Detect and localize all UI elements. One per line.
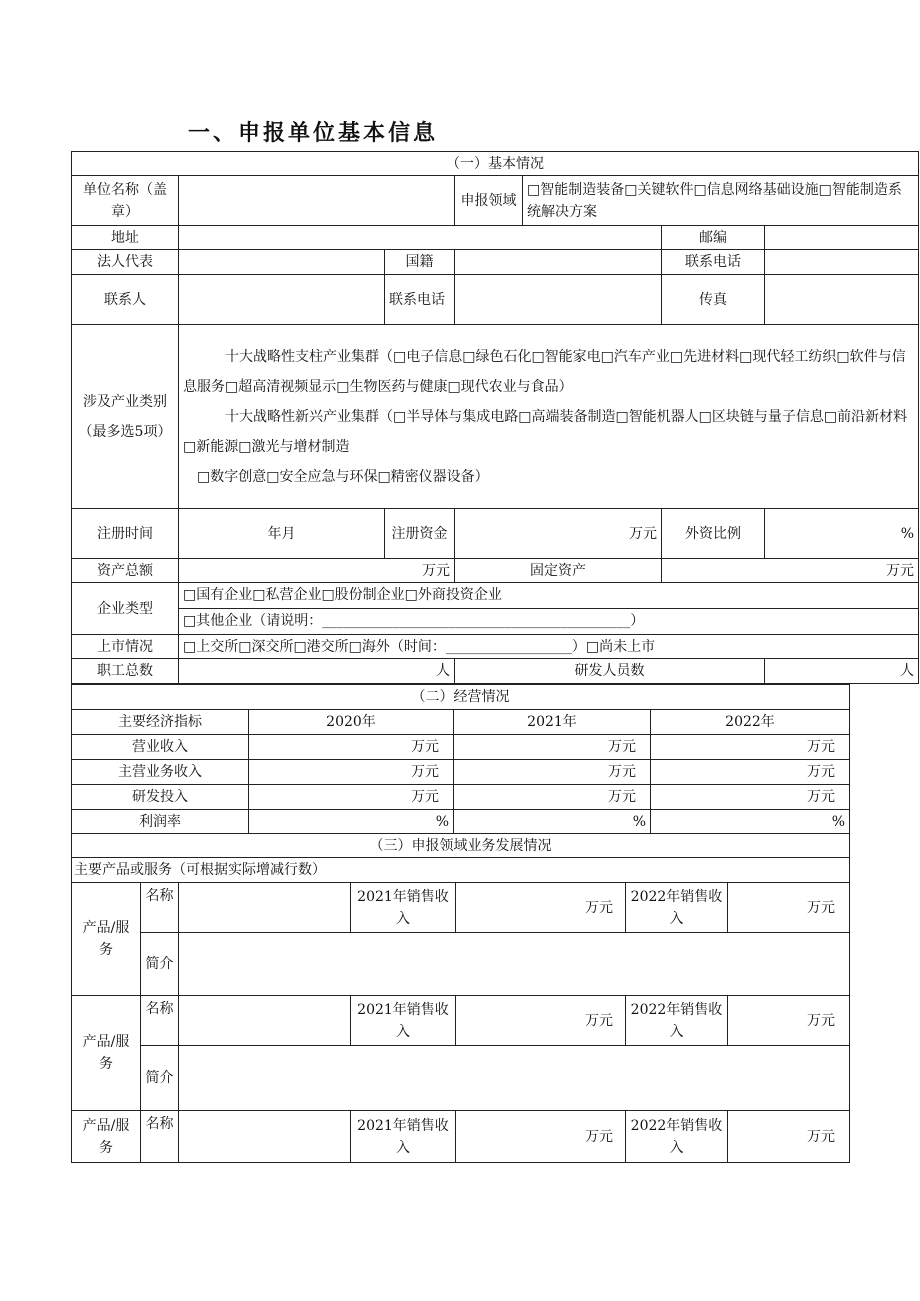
nationality-label: 国籍	[385, 250, 455, 275]
contact-person-label: 联系人	[72, 275, 179, 325]
basic-info-table	[71, 151, 919, 684]
year-header: 2020年	[249, 710, 454, 735]
postcode-label: 邮编	[662, 226, 765, 250]
fax-field[interactable]	[765, 275, 919, 325]
postcode-field[interactable]	[765, 226, 919, 250]
sales-2022-field[interactable]: 万元	[728, 883, 850, 933]
business-table	[71, 833, 850, 1163]
industry-emerging-options[interactable]: 十大战略性新兴产业集群（□半导体与集成电路□高端装备制造□智能机器人□区块链与量子信息□前沿新材料□新能源□激光与增材制造	[183, 408, 908, 455]
industry-emerging-options-2[interactable]: □数字创意□安全应急与环保□精密仪器设备）	[197, 468, 489, 485]
nationality-field[interactable]	[455, 250, 662, 275]
value-cell[interactable]: 万元	[651, 735, 850, 760]
enterprise-type-other[interactable]: □其他企业（请说明：____________________________________________）	[183, 613, 645, 629]
domain-label: 申报领域	[455, 176, 523, 226]
value-cell[interactable]: %	[454, 810, 651, 834]
enterprise-type-label: 企业类型	[72, 583, 179, 635]
total-assets-label: 资产总额	[72, 559, 179, 583]
indicator-label: 利润率	[72, 810, 249, 834]
name-label: 名称	[141, 1111, 179, 1163]
product-label: 产品/服务	[72, 996, 141, 1111]
rd-staff-label: 研发人员数	[455, 659, 765, 684]
listing-options[interactable]: □上交所□深交所□港交所□海外（时间：__________________）□尚未上市	[179, 635, 919, 659]
table-row	[72, 760, 850, 785]
table-row	[72, 735, 850, 760]
sales-2021-field[interactable]: 万元	[456, 1111, 626, 1163]
value-cell[interactable]: 万元	[454, 785, 651, 810]
reg-time-label: 注册时间	[72, 509, 179, 559]
year-header: 2022年	[651, 710, 850, 735]
indicator-label: 营业收入	[72, 735, 249, 760]
indicator-header: 主要经济指标	[72, 710, 249, 735]
table-row	[72, 810, 850, 834]
operations-table	[71, 684, 850, 834]
value-cell[interactable]: 万元	[454, 735, 651, 760]
enterprise-type-options[interactable]: □国有企业□私营企业□股份制企业□外商投资企业	[179, 583, 918, 609]
sales-2022-field[interactable]: 万元	[728, 1111, 850, 1163]
product-label: 产品/服务	[72, 1111, 141, 1163]
contact-person-field[interactable]	[179, 275, 385, 325]
product-name-field[interactable]	[179, 883, 351, 933]
foreign-ratio-label: 外资比例	[662, 509, 765, 559]
intro-label: 简介	[141, 1046, 179, 1111]
value-cell[interactable]: 万元	[651, 785, 850, 810]
staff-field[interactable]: 人	[179, 659, 455, 684]
listing-label: 上市情况	[72, 635, 179, 659]
fixed-assets-field[interactable]: 万元	[662, 559, 919, 583]
total-assets-field[interactable]: 万元	[179, 559, 455, 583]
sales-2022-field[interactable]: 万元	[728, 996, 850, 1046]
sales-2021-label: 2021年销售收入	[351, 1111, 456, 1163]
fax-label: 传真	[662, 275, 765, 325]
unit-name-field[interactable]	[179, 176, 455, 226]
sales-2022-label: 2022年销售收入	[626, 996, 728, 1046]
value-cell[interactable]: 万元	[249, 785, 454, 810]
indicator-label: 研发投入	[72, 785, 249, 810]
value-cell[interactable]: 万元	[249, 760, 454, 785]
sales-2022-label: 2022年销售收入	[626, 1111, 728, 1163]
contact-phone-field[interactable]	[765, 250, 919, 275]
business-section-title: （三）申报领域业务发展情况	[72, 834, 850, 858]
name-label: 名称	[141, 883, 179, 933]
foreign-ratio-field[interactable]: %	[765, 509, 919, 559]
year-header: 2021年	[454, 710, 651, 735]
reg-time-field[interactable]: 年月	[179, 509, 385, 559]
sales-2021-field[interactable]: 万元	[456, 883, 626, 933]
address-label: 地址	[72, 226, 179, 250]
value-cell[interactable]: 万元	[454, 760, 651, 785]
sales-2021-label: 2021年销售收入	[351, 996, 456, 1046]
reg-capital-field[interactable]: 万元	[455, 509, 662, 559]
rd-staff-field[interactable]: 人	[765, 659, 919, 684]
contact-phone-label: 联系电话	[662, 250, 765, 275]
reg-capital-label: 注册资金	[385, 509, 455, 559]
intro-label: 简介	[141, 933, 179, 996]
page-title: 一、申报单位基本信息	[188, 121, 439, 146]
fixed-assets-label: 固定资产	[455, 559, 662, 583]
domain-options[interactable]: □智能制造装备□关键软件□信息网络基础设施□智能制造系统解决方案	[523, 176, 919, 226]
indicator-label: 主营业务收入	[72, 760, 249, 785]
industry-pillar-options[interactable]: 十大战略性支柱产业集群（□电子信息□绿色石化□智能家电□汽车产业□先进材料□现代轻工纺织□软件与信息服务□超高清视频显示□生物医药与健康□现代农业与食品）	[183, 348, 906, 395]
product-name-field[interactable]	[179, 996, 351, 1046]
address-field[interactable]	[179, 226, 662, 250]
legal-rep-field[interactable]	[179, 250, 385, 275]
value-cell[interactable]: 万元	[651, 760, 850, 785]
legal-rep-label: 法人代表	[72, 250, 179, 275]
staff-label: 职工总数	[72, 659, 179, 684]
contact-phone2-field[interactable]	[455, 275, 662, 325]
sales-2022-label: 2022年销售收入	[626, 883, 728, 933]
value-cell[interactable]: %	[651, 810, 850, 834]
product-intro-field[interactable]	[179, 1046, 850, 1111]
sales-2021-label: 2021年销售收入	[351, 883, 456, 933]
value-cell[interactable]: 万元	[249, 735, 454, 760]
operations-section-title: （二）经营情况	[72, 685, 850, 710]
name-label: 名称	[141, 996, 179, 1046]
unit-name-label: 单位名称（盖章）	[72, 176, 179, 226]
value-cell[interactable]: %	[249, 810, 454, 834]
product-label: 产品/服务	[72, 883, 141, 996]
product-intro-field[interactable]	[179, 933, 850, 996]
contact-phone2-label: 联系电话	[385, 275, 455, 325]
industry-label: 涉及产业类别（最多选5项）	[72, 325, 179, 509]
sales-2021-field[interactable]: 万元	[456, 996, 626, 1046]
basic-section-title: （一）基本情况	[72, 152, 919, 176]
products-note: 主要产品或服务（可根据实际增减行数）	[72, 858, 850, 883]
table-row	[72, 785, 850, 810]
product-name-field[interactable]	[179, 1111, 351, 1163]
